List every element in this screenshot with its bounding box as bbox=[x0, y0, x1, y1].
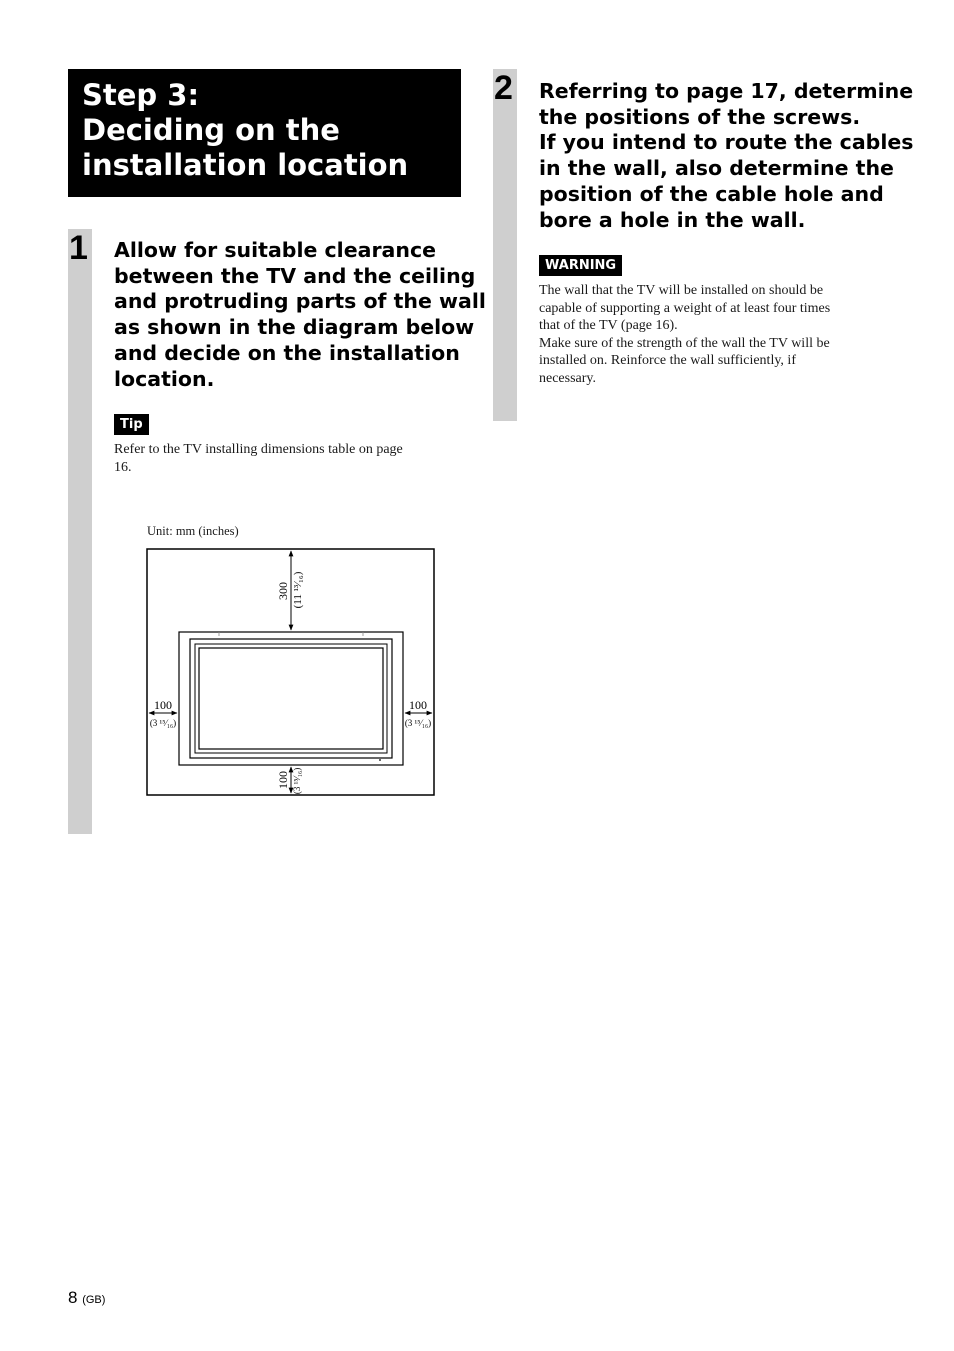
step-2-heading-line: the positions of the screws. bbox=[539, 104, 861, 129]
tip-text-line: Refer to the TV installing dimensions table on page bbox=[114, 442, 403, 457]
step-2-heading-line: position of the cable hole and bbox=[539, 181, 884, 206]
step-2-heading-line: Referring to page 17, determine bbox=[539, 79, 914, 103]
page-number bbox=[68, 1288, 105, 1308]
top-clearance-inches: (11 ¹³⁄₁₆) bbox=[292, 571, 304, 609]
warning-text-line: The wall that the TV will be installed on should be bbox=[539, 283, 824, 298]
step-1-heading-line: as shown in the diagram below bbox=[114, 315, 475, 340]
page-region: (GB) bbox=[82, 1294, 106, 1306]
warning-text-line: installed on. Reinforce the wall sufficiently, if bbox=[539, 353, 796, 369]
tip-text bbox=[114, 441, 403, 476]
step-2-number: 2 bbox=[494, 69, 513, 107]
bottom-clearance-value: 100 bbox=[276, 771, 290, 789]
right-clearance-value: 100 bbox=[409, 698, 427, 712]
left-clearance-inches: (3 ¹⁵⁄₁₆) bbox=[149, 718, 177, 728]
title-line-1: Step 3: bbox=[82, 78, 200, 112]
warning-text-line: Make sure of the strength of the wall the TV will be bbox=[539, 335, 830, 351]
step-1-sidebar bbox=[68, 229, 92, 834]
warning-text bbox=[539, 282, 830, 388]
page-title bbox=[68, 69, 461, 197]
step-2-heading-line: If you intend to route the cables bbox=[539, 130, 914, 155]
step-1-heading bbox=[114, 238, 486, 392]
bottom-clearance-inches: (3 ¹⁵⁄₁₆) bbox=[292, 767, 302, 795]
step-2-heading-line: bore a hole in the wall. bbox=[539, 207, 806, 232]
page-number-value: 8 bbox=[68, 1288, 78, 1307]
left-clearance-value: 100 bbox=[154, 698, 172, 712]
step-1-heading-line: and decide on the installation bbox=[114, 340, 460, 365]
warning-label: WARNING bbox=[539, 255, 622, 276]
step-2-heading-line: in the wall, also determine the bbox=[539, 156, 894, 181]
tip-text-line: 16. bbox=[114, 459, 132, 475]
title-line-2: Deciding on the bbox=[82, 113, 340, 147]
warning-text-line: that of the TV (page 16). bbox=[539, 318, 678, 334]
title-line-3: installation location bbox=[82, 148, 409, 182]
step-1-number: 1 bbox=[69, 229, 88, 267]
step-2-heading bbox=[539, 79, 913, 233]
warning-text-line: capable of supporting a weight of at least four times bbox=[539, 300, 831, 316]
unit-label: Unit: mm (inches) bbox=[147, 524, 239, 538]
clearance-diagram bbox=[140, 545, 440, 801]
step-1-heading-line: location. bbox=[114, 366, 215, 391]
top-clearance-value: 300 bbox=[276, 582, 290, 600]
step-1-heading-line: between the TV and the ceiling bbox=[114, 263, 476, 288]
step-1-heading-line: and protruding parts of the wall bbox=[114, 289, 486, 314]
step-2-sidebar bbox=[493, 69, 517, 421]
tv-frame bbox=[179, 632, 403, 765]
step-1-heading-line: Allow for suitable clearance bbox=[114, 238, 437, 262]
right-clearance-inches: (3 ¹⁵⁄₁₆) bbox=[404, 718, 432, 728]
tip-label: Tip bbox=[114, 414, 149, 435]
warning-text-line: necessary. bbox=[539, 370, 597, 386]
